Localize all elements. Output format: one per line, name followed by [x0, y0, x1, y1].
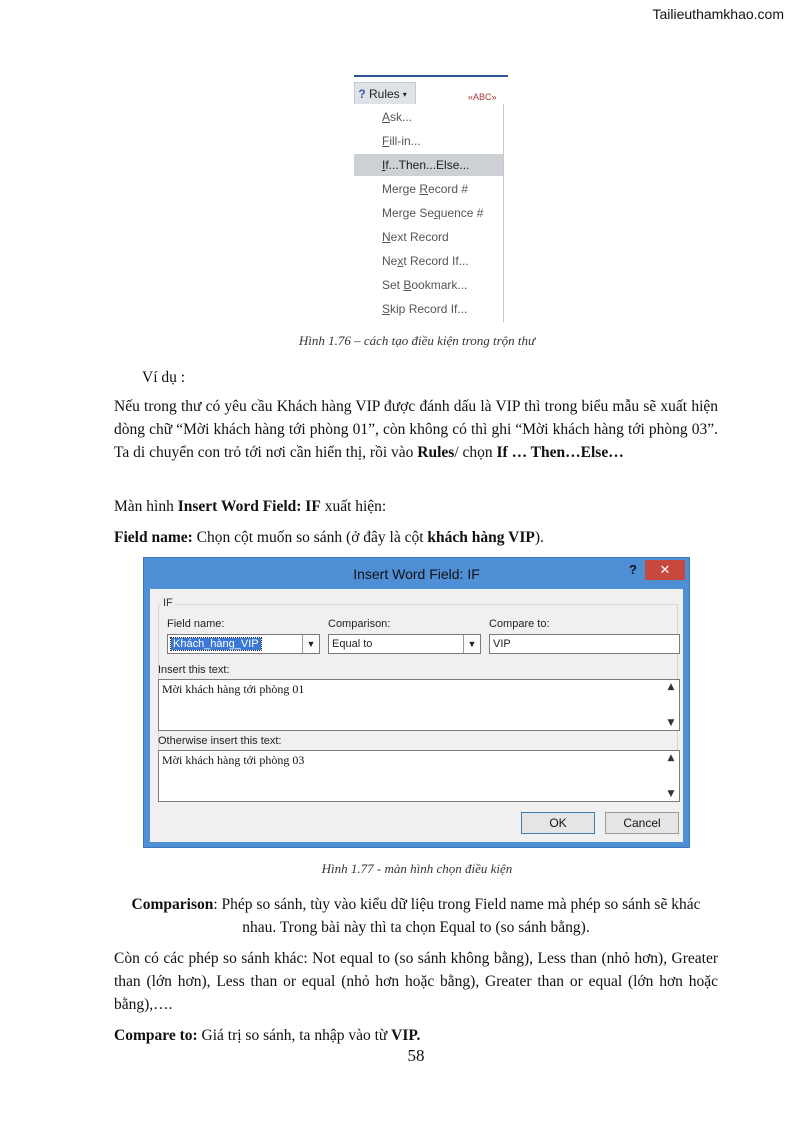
abc-preview-icon[interactable]: «ABC» — [468, 92, 497, 102]
close-button[interactable] — [645, 560, 685, 580]
otherwise-text-label: Otherwise insert this text: — [158, 735, 282, 747]
dialog-body — [150, 589, 683, 842]
menu-item-skip-record-if[interactable]: Skip Record If... — [382, 302, 468, 316]
otherwise-text-value: Mời khách hàng tới phòng 03 — [162, 753, 305, 767]
watermark: Tailieuthamkhao.com — [652, 6, 784, 22]
menu-item-fill-in[interactable]: Fill-in... — [382, 134, 421, 148]
dialog-title: Insert Word Field: IF — [353, 566, 480, 582]
menu-item-if-then-else[interactable]: If...Then...Else... — [354, 154, 503, 176]
paragraph-compare-to: Compare to: Giá trị so sánh, ta nhập vào từ VIP. — [114, 1027, 421, 1044]
scroll-down-icon[interactable]: ▼ — [667, 789, 675, 799]
comparison-label: Comparison: — [328, 618, 391, 630]
scroll-down-icon[interactable]: ▼ — [667, 718, 675, 728]
ribbon-top-line — [354, 75, 508, 77]
cancel-button[interactable]: Cancel — [605, 812, 679, 834]
menu-item-merge-record[interactable]: Merge Record # — [382, 182, 469, 196]
if-group-label: IF — [163, 597, 173, 609]
paragraph-other-comparisons: Còn có các phép so sánh khác: Not equal to (so sánh không bằng), Less than (nhỏ hơn), Greater than (lớn hơn), Less than or equal (nhỏ hơn hoặc bằng), Greater than or equal (lớn hơn hoặc bằng),…. — [114, 950, 718, 1013]
figure-caption-1-76: Hình 1.76 – cách tạo điều kiện trong trộn thư — [298, 333, 536, 348]
menu-item-next-record-if[interactable]: Next Record If... — [382, 254, 469, 268]
menu-item-merge-sequence[interactable]: Merge Sequence # — [382, 206, 484, 220]
help-icon[interactable]: ? — [629, 562, 637, 577]
figure-caption-1-77: Hình 1.77 - màn hình chọn điều kiện — [321, 861, 513, 876]
scroll-up-icon[interactable]: ▲ — [667, 682, 675, 692]
paragraph-dialog-appears: Màn hình Insert Word Field: IF xuất hiện: — [114, 498, 387, 515]
ok-button[interactable]: OK — [521, 812, 595, 834]
rules-button[interactable] — [354, 82, 416, 106]
compare-to-input[interactable] — [489, 634, 680, 654]
insert-text-area[interactable] — [158, 679, 680, 731]
compare-to-label: Compare to: — [489, 618, 550, 630]
close-icon: ✕ — [659, 562, 671, 577]
paragraph-comparison: Comparison: Phép so sánh, tùy vào kiểu dữ liệu trong Field name mà phép so sánh sẽ khác nhau. Trong bài này thì ta chọn Equal to (so sánh bằng). — [131, 896, 701, 936]
menu-item-set-bookmark[interactable]: Set Bookmark... — [382, 278, 468, 292]
field-name-label: Field name: — [167, 618, 225, 630]
insert-text-value: Mời khách hàng tới phòng 01 — [162, 682, 305, 696]
paragraph-intro: Nếu trong thư có yêu cầu Khách hàng VIP được đánh dấu là VIP thì trong biểu mẫu sẽ xuất hiện dòng chữ “Mời khách hàng tới phòng 01”, còn không có thì ghi “Mời khách hàng tới phòng 03”. Ta di chuyển con trỏ tới nơi cần hiển thị, rồi vào Rules/ chọn If … Then…Else… — [114, 398, 718, 461]
rules-button-label: Rules — [369, 87, 400, 101]
chevron-down-icon: ▾ — [402, 89, 407, 99]
comparison-value: Equal to — [332, 638, 373, 650]
insert-word-field-dialog — [143, 557, 690, 848]
paragraph-field-name: Field name: Chọn cột muốn so sánh (ở đây là cột khách hàng VIP). — [114, 529, 544, 546]
rules-dropdown-menu — [354, 104, 504, 322]
scroll-up-icon[interactable]: ▲ — [667, 753, 675, 763]
otherwise-text-area[interactable] — [158, 750, 680, 802]
comparison-select[interactable] — [328, 634, 481, 654]
menu-item-next-record[interactable]: Next Record — [382, 230, 449, 244]
compare-to-value: VIP — [493, 638, 511, 650]
insert-text-label: Insert this text: — [158, 664, 230, 676]
field-name-select[interactable] — [167, 634, 320, 654]
example-label: Ví dụ : — [142, 369, 186, 386]
menu-item-ask[interactable]: Ask... — [382, 110, 413, 124]
rules-question-icon: ? — [358, 87, 366, 101]
if-group — [158, 597, 678, 800]
page-number: 58 — [407, 1046, 425, 1065]
chevron-down-icon[interactable]: ▼ — [463, 635, 480, 653]
rules-menu-figure — [352, 75, 508, 325]
field-name-value: Khách_hàng_VIP — [173, 638, 259, 650]
chevron-down-icon[interactable]: ▼ — [302, 635, 319, 653]
